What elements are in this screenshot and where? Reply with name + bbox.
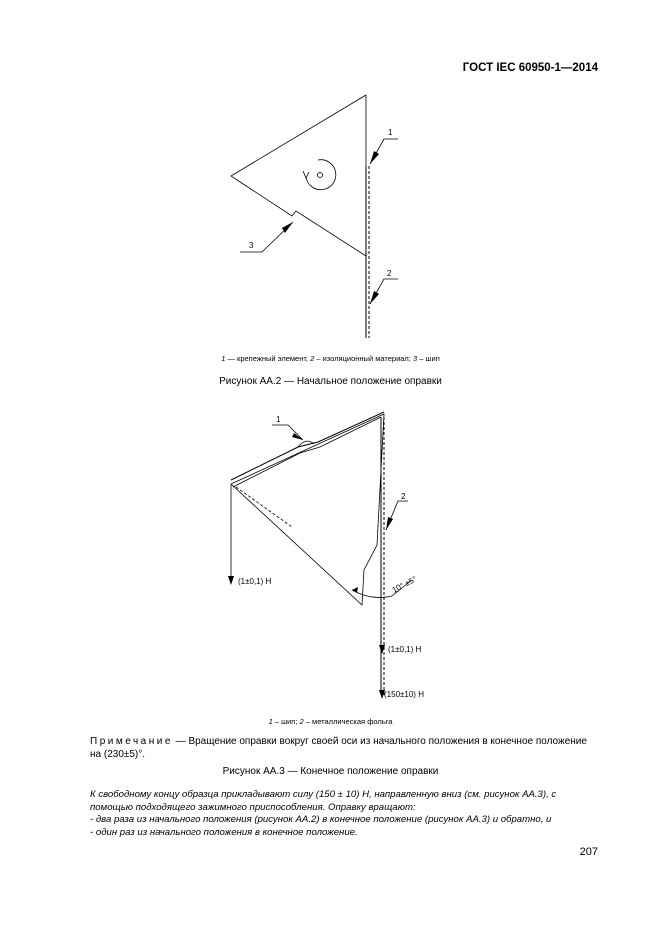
figure2-label-3: 3 <box>249 241 254 250</box>
angle-label: 10° ±5° <box>390 574 419 595</box>
note-text: — Вращение оправки вокруг своей оси из начального положения в конечное положение на (230±5)°. <box>90 736 587 760</box>
rotation-arrow <box>306 160 336 190</box>
note-label: Примечание <box>90 736 173 747</box>
figure-aa3-drawing <box>0 395 661 710</box>
leader-2-final <box>386 501 408 530</box>
figure-aa2-drawing <box>0 0 661 350</box>
angle-arrow <box>352 587 358 593</box>
arrowhead-2 <box>370 291 379 304</box>
bullet-item-2: - один раз из начального положения в конечное положение. <box>90 827 358 838</box>
figure2-label-1: 1 <box>388 128 393 137</box>
page-number: 207 <box>579 846 598 858</box>
force-arrow-left <box>228 576 234 585</box>
body-paragraph: К свободному концу образца прикладывают силу (150 ± 10) Н, направленную вниз (см. рисунок АА.3), с помощью подходящего зажимного приспособления. Оправку вращают: <box>90 789 557 813</box>
figure2-caption: Рисунок АА.2 — Начальное положение оправки <box>219 376 442 387</box>
force-left-label: (1±0,1) Н <box>238 577 272 586</box>
bullet-item-1: - два раза из начального положения (рисунок АА.2) в конечное положение (рисунок АА.3) и обратно, и <box>90 814 552 825</box>
metal-foil <box>231 412 384 480</box>
angle-arc <box>352 590 392 598</box>
standard-header: ГОСТ IEC 60950-1—2014 <box>462 62 598 74</box>
figure2-label-2: 2 <box>387 269 392 278</box>
note <box>90 735 600 761</box>
arrowhead-1 <box>370 151 379 164</box>
figure3-label-1: 1 <box>276 415 281 424</box>
arrowhead-2-final <box>386 517 393 530</box>
figure3-legend: 1 – шип; 2 – металлическая фольга <box>268 717 393 726</box>
figure2-legend: 1 — крепежный элемент, 2 – изоляционный материал; 3 – шип <box>221 354 440 363</box>
mandrel-axis <box>318 173 323 178</box>
figure3-label-2: 2 <box>401 492 406 501</box>
force-right-large-label: (150±10) Н <box>384 690 424 699</box>
mandrel-outline <box>231 95 366 256</box>
figure3-caption: Рисунок АА.3 — Конечное положение оправки <box>222 766 439 777</box>
force-right-small-label: (1±0,1) Н <box>388 645 422 654</box>
